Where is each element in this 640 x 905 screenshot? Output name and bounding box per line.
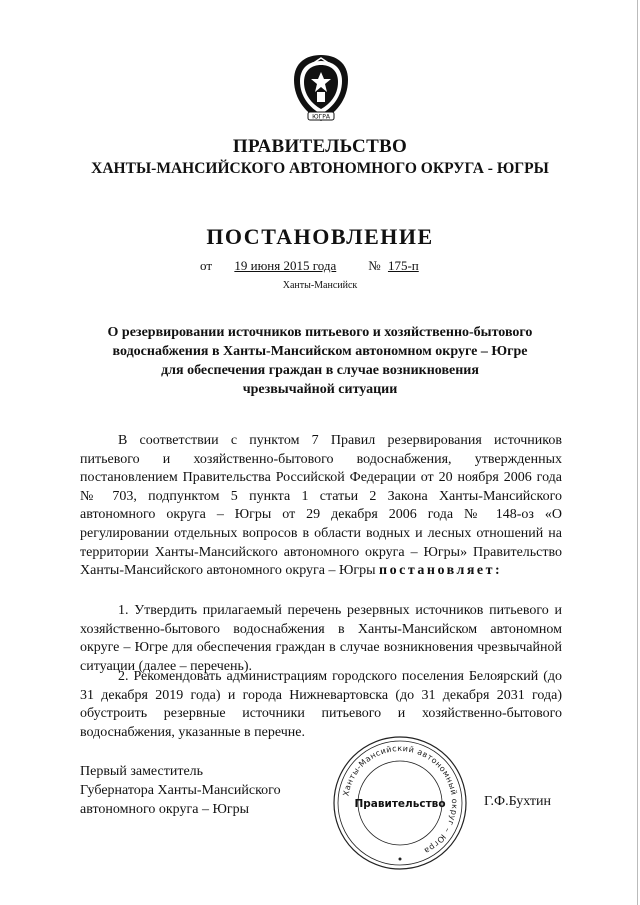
document-date: 19 июня 2015 года bbox=[234, 258, 337, 273]
svg-text:ЮГРА: ЮГРА bbox=[312, 113, 330, 121]
signatory-name: Г.Ф.Бухтин bbox=[484, 794, 552, 809]
position-line: Первый заместитель bbox=[80, 764, 204, 779]
decree-word: постановляет: bbox=[379, 563, 503, 579]
subject-line: для обеспечения граждан в случае возникновения bbox=[161, 363, 479, 378]
signatory-position bbox=[80, 762, 320, 819]
document-subject bbox=[60, 323, 580, 399]
subject-line: водоснабжения в Ханты-Мансийском автономном округе – Югре bbox=[112, 344, 528, 359]
svg-text:Правительство: Правительство bbox=[354, 798, 446, 810]
position-line: Губернатора Ханты-Мансийского bbox=[80, 783, 281, 798]
date-prefix: от bbox=[200, 258, 213, 273]
preamble-paragraph bbox=[80, 432, 562, 581]
document-type: ПОСТАНОВЛЕНИЕ bbox=[206, 224, 434, 249]
item-2-paragraph: 2. Рекомендовать администрациям городского поселения Белоярский (до 31 декабря 2019 года) и города Нижневартовска (до 31 декабря 2031 года) обустроить резервные источники питьевого и хозяйственно-бытового водоснабжения, указанные в перечне. bbox=[80, 669, 562, 740]
city: Ханты-Мансийск bbox=[282, 280, 358, 291]
preamble-text: В соответствии с пунктом 7 Правил резервирования источников питьевого и хозяйственно-бытового водоснабжения, утвержденных постановлением Правительства Российской Федерации от 20 ноября 2006 года № 703, подпунктом 5 пункта 1 статьи 2 Закона Ханты-Мансийского автономного округа – Югры от 29 декабря 2006 года № 148-оз «О регулировании отдельных вопросов в области водных и лесных отношений на территории Ханты-Мансийского автономного округа – Югры» Правительство Ханты-Мансийского автономного округа – Югры bbox=[80, 433, 562, 579]
government-title: ПРАВИТЕЛЬСТВО bbox=[232, 136, 408, 157]
scan-edge-line bbox=[637, 0, 638, 905]
government-region: ХАНТЫ-МАНСИЙСКОГО АВТОНОМНОГО ОКРУГА - ЮГРЫ bbox=[91, 160, 549, 177]
number-prefix: № bbox=[368, 258, 381, 273]
svg-text:Ханты-Мансийский автономный ок: Ханты-Мансийский автономный округ – Югра bbox=[341, 743, 460, 856]
document-number: 175-п bbox=[387, 258, 419, 273]
position-line: автономного округа – Югры bbox=[80, 802, 249, 817]
date-number-line bbox=[0, 258, 640, 274]
subject-line: О резервировании источников питьевого и хозяйственно-бытового bbox=[107, 325, 533, 340]
official-seal bbox=[330, 728, 470, 878]
item-1-paragraph: 1. Утвердить прилагаемый перечень резервных источников питьевого и хозяйственно-бытового водоснабжения в Ханты-Мансийском автономном округе – Югре для обеспечения граждан в случае возникновения чрезвычайной ситуации (далее – перечень). bbox=[80, 603, 562, 674]
coat-of-arms-icon bbox=[290, 52, 352, 124]
subject-line: чрезвычайной ситуации bbox=[242, 382, 398, 397]
